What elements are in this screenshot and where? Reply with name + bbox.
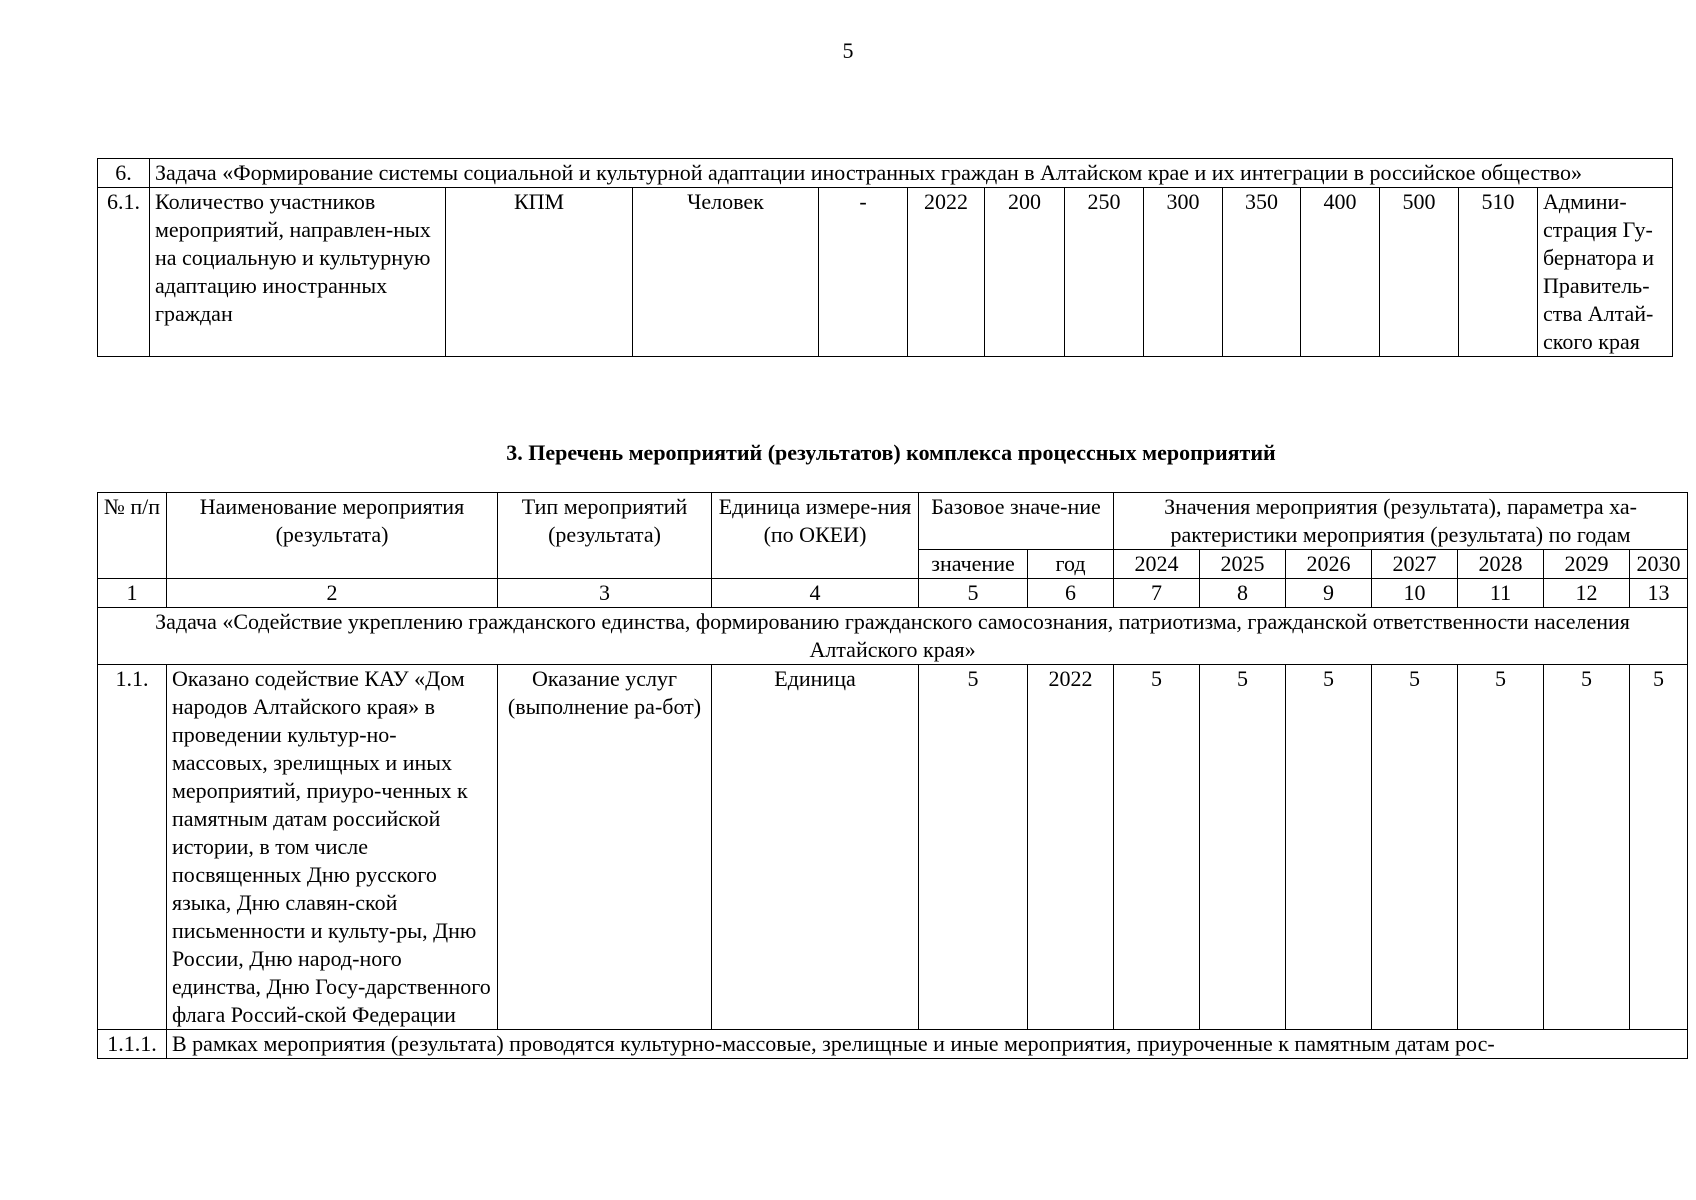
task-text: Задача «Формирование системы социальной и культурной адаптации иностранных граждан в Алтайском крае и их интеграции в российское общество» xyxy=(150,159,1673,188)
indicator-unit: Человек xyxy=(633,188,819,357)
header-base-value: значение xyxy=(919,550,1028,579)
column-number: 12 xyxy=(1544,579,1630,608)
column-number: 1 xyxy=(98,579,167,608)
column-numbers-row xyxy=(98,579,1688,608)
header-values: Значения мероприятия (результата), параметра ха-рактеристики мероприятия (результата) по годам xyxy=(1114,493,1688,550)
column-number: 11 xyxy=(1458,579,1544,608)
table-row xyxy=(98,665,1688,1030)
column-number: 3 xyxy=(498,579,712,608)
column-number: 13 xyxy=(1630,579,1688,608)
row-number: 1.1. xyxy=(98,665,167,1030)
value-cell: 400 xyxy=(1301,188,1380,357)
page-number: 5 xyxy=(842,38,854,63)
column-number: 5 xyxy=(919,579,1028,608)
header-name: Наименование мероприятия (результата) xyxy=(167,493,498,579)
header-year: 2027 xyxy=(1372,550,1458,579)
header-year: 2030 xyxy=(1630,550,1688,579)
column-number: 4 xyxy=(712,579,919,608)
header-year: 2025 xyxy=(1200,550,1286,579)
column-number: 10 xyxy=(1372,579,1458,608)
value-cell: 5 xyxy=(1372,665,1458,1030)
task-number: 6. xyxy=(98,159,150,188)
header-base: Базовое значе-ние xyxy=(919,493,1114,550)
value-cell: 500 xyxy=(1380,188,1459,357)
sub-row xyxy=(98,1030,1688,1059)
activity-name: Оказано содействие КАУ «Дом народов Алтайского края» в проведении культур-но-массовых, зрелищных и иных мероприятий, приуро-ченных к памятным датам российской истории, в том числе посвященных Дню русского языка, Дню славян-ской письменности и культу-ры, Дню России, Дню народ-ного единства, Дню Госу-дарственного флага Россий-ской Федерации xyxy=(167,665,498,1030)
base-year: 2022 xyxy=(1028,665,1114,1030)
activities-table xyxy=(97,492,1688,1059)
task-row xyxy=(98,159,1673,188)
value-cell: 200 xyxy=(985,188,1065,357)
activity-unit: Единица xyxy=(712,665,919,1030)
value-cell: 250 xyxy=(1065,188,1144,357)
header-year: 2029 xyxy=(1544,550,1630,579)
value-cell: 510 xyxy=(1459,188,1538,357)
column-number: 6 xyxy=(1028,579,1114,608)
header-num: № п/п xyxy=(98,493,167,579)
table-row xyxy=(98,188,1673,357)
column-number: 2 xyxy=(167,579,498,608)
value-cell: 5 xyxy=(1114,665,1200,1030)
header-year: 2026 xyxy=(1286,550,1372,579)
indicator-name: Количество участников мероприятий, направлен-ных на социальную и культурную адаптацию иностранных граждан xyxy=(150,188,446,357)
indicator-year: 2022 xyxy=(908,188,985,357)
section-title: 3. Перечень мероприятий (результатов) комплекса процессных мероприятий xyxy=(506,440,1276,465)
indicator-type: КПМ xyxy=(446,188,633,357)
value-cell: 5 xyxy=(1458,665,1544,1030)
header-row xyxy=(98,493,1688,550)
header-type: Тип мероприятий (результата) xyxy=(498,493,712,579)
column-number: 9 xyxy=(1286,579,1372,608)
activity-type: Оказание услуг (выполнение ра-бот) xyxy=(498,665,712,1030)
header-year: 2024 xyxy=(1114,550,1200,579)
task-row xyxy=(98,608,1688,665)
value-cell: 350 xyxy=(1223,188,1301,357)
indicator-base: - xyxy=(819,188,908,357)
column-number: 7 xyxy=(1114,579,1200,608)
header-year: 2028 xyxy=(1458,550,1544,579)
column-number: 8 xyxy=(1200,579,1286,608)
header-base-year: год xyxy=(1028,550,1114,579)
row-number: 6.1. xyxy=(98,188,150,357)
value-cell: 5 xyxy=(1286,665,1372,1030)
task-text: Задача «Содействие укреплению гражданского единства, формированию гражданского самосознания, патриотизма, гражданской ответственности населения Алтайского края» xyxy=(98,608,1688,665)
sub-row-number: 1.1.1. xyxy=(98,1030,167,1059)
header-unit: Единица измере-ния (по ОКЕИ) xyxy=(712,493,919,579)
value-cell: 5 xyxy=(1200,665,1286,1030)
sub-row-text: В рамках мероприятия (результата) проводятся культурно-массовые, зрелищные и иные мероприятия, приуроченные к памятным датам рос- xyxy=(167,1030,1688,1059)
value-cell: 5 xyxy=(1544,665,1630,1030)
value-cell: 5 xyxy=(1630,665,1688,1030)
base-value: 5 xyxy=(919,665,1028,1030)
value-cell: 300 xyxy=(1144,188,1223,357)
indicators-table xyxy=(97,158,1673,357)
responsible-org: Админи-страция Гу-бернатора и Правитель-ства Алтай-ского края xyxy=(1538,188,1673,357)
